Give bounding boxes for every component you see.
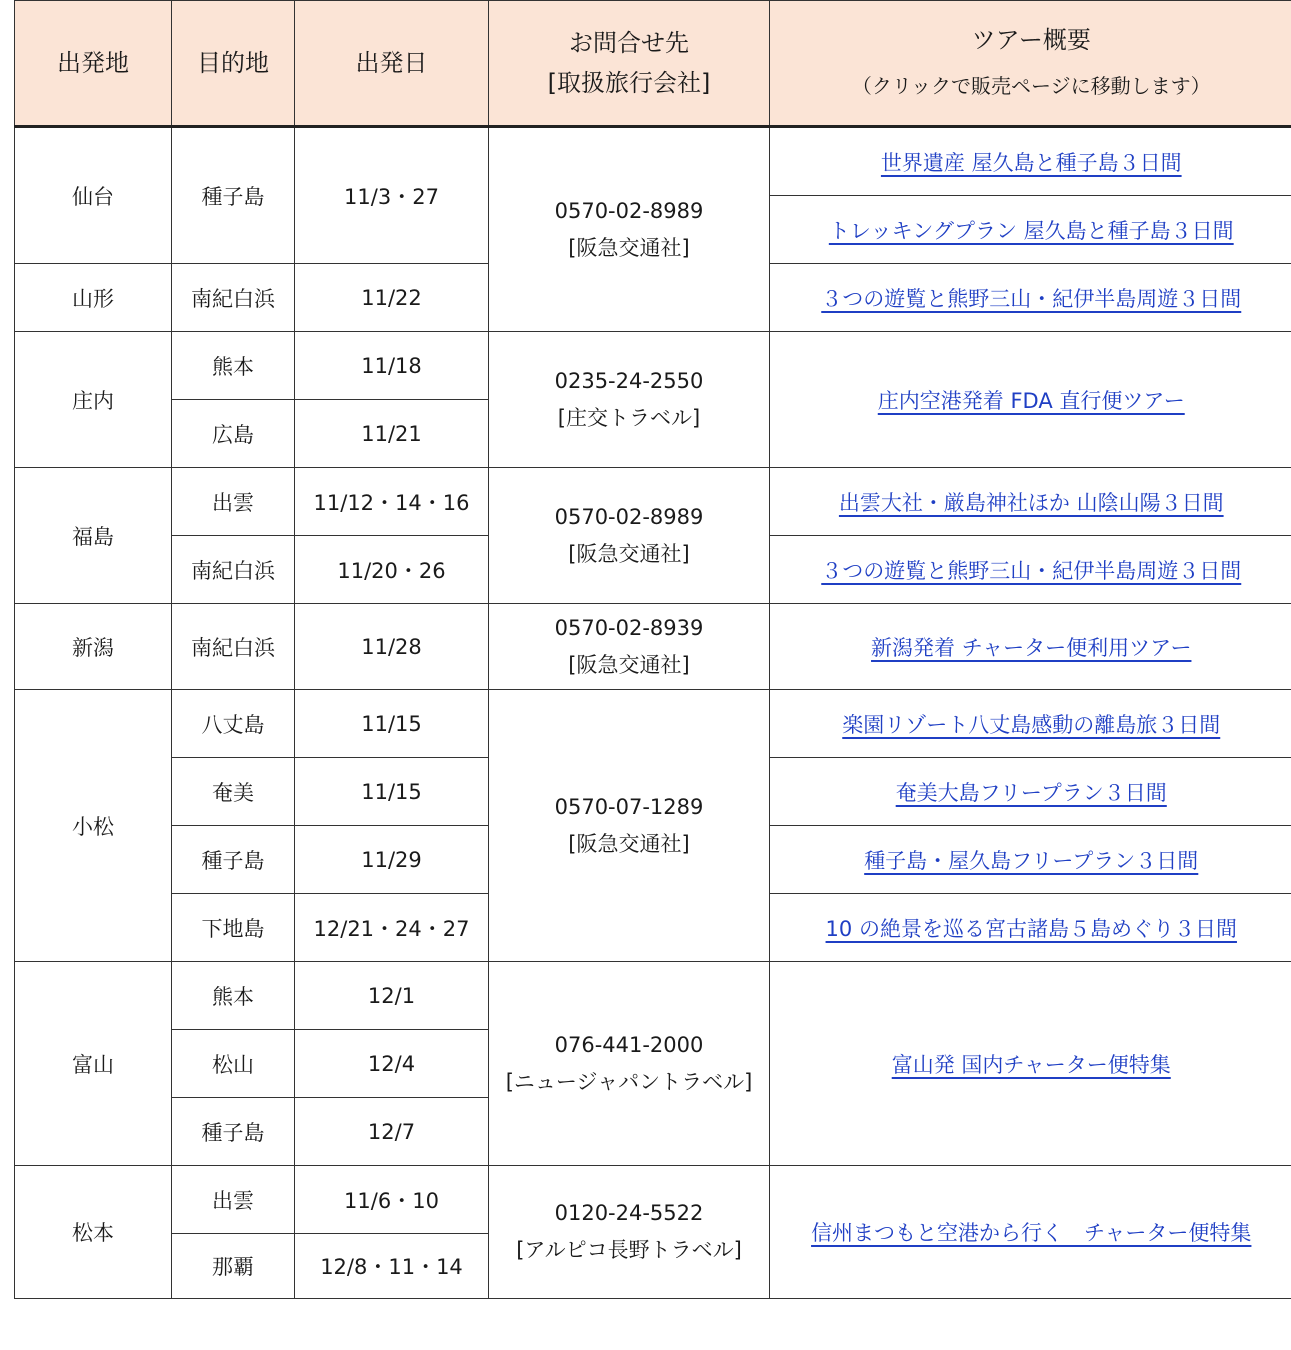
destination-cell: 那覇: [172, 1234, 295, 1299]
date-cell: 12/4: [295, 1030, 489, 1098]
contact-agency: [阪急交通社]: [568, 652, 690, 677]
destination-cell: 奄美: [172, 758, 295, 826]
contact-cell: [489, 962, 770, 1166]
contact-agency: [ニュージャパントラベル]: [505, 1069, 753, 1094]
tour-link[interactable]: 奄美大島フリープラン３日間: [895, 780, 1167, 805]
table-row: [15, 127, 1291, 196]
date-cell: 11/15: [295, 758, 489, 826]
contact-phone: 0570-07-1289: [554, 794, 704, 819]
date-cell: 12/1: [295, 962, 489, 1030]
origin-cell: 山形: [15, 264, 172, 332]
tour-cell: [770, 264, 1291, 332]
tour-cell: [770, 604, 1291, 690]
contact-cell: [489, 332, 770, 468]
destination-cell: 種子島: [172, 127, 295, 264]
date-cell: 12/21・24・27: [295, 894, 489, 962]
tour-link[interactable]: 新潟発着 チャーター便利用ツアー: [871, 635, 1192, 660]
contact-phone: 076-441-2000: [554, 1032, 704, 1057]
tour-link[interactable]: 庄内空港発着 FDA 直行便ツアー: [877, 388, 1185, 413]
date-cell: 11/21: [295, 400, 489, 468]
tour-link[interactable]: 富山発 国内チャーター便特集: [891, 1052, 1171, 1077]
tour-cell: [770, 826, 1291, 894]
origin-cell: 松本: [15, 1166, 172, 1299]
contact-agency: [阪急交通社]: [568, 235, 690, 260]
tour-cell: [770, 196, 1291, 264]
table-row: [15, 1166, 1291, 1234]
destination-cell: 下地島: [172, 894, 295, 962]
date-cell: 12/7: [295, 1098, 489, 1166]
origin-cell: 新潟: [15, 604, 172, 690]
origin-cell: 富山: [15, 962, 172, 1166]
tour-cell: [770, 468, 1291, 536]
header-destination: 目的地: [172, 1, 295, 127]
destination-cell: 出雲: [172, 1166, 295, 1234]
tour-link[interactable]: 世界遺産 屋久島と種子島３日間: [880, 150, 1182, 175]
contact-phone: 0570-02-8989: [554, 504, 704, 529]
contact-agency: [阪急交通社]: [568, 541, 690, 566]
tour-link[interactable]: ３つの遊覧と熊野三山・紀伊半島周遊３日間: [821, 558, 1242, 583]
destination-cell: 南紀白浜: [172, 604, 295, 690]
destination-cell: 熊本: [172, 962, 295, 1030]
tour-cell: [770, 332, 1291, 468]
table-row: [15, 604, 1291, 690]
contact-agency: [阪急交通社]: [568, 831, 690, 856]
contact-phone: 0120-24-5522: [554, 1201, 704, 1225]
date-cell: 12/8・11・14: [295, 1234, 489, 1299]
origin-cell: 仙台: [15, 127, 172, 264]
contact-cell: [489, 468, 770, 604]
date-cell: 11/3・27: [295, 127, 489, 264]
destination-cell: 南紀白浜: [172, 264, 295, 332]
header-departure-date: 出発日: [295, 1, 489, 127]
tour-cell: [770, 536, 1291, 604]
destination-cell: 出雲: [172, 468, 295, 536]
table-row: [15, 332, 1291, 400]
contact-cell: [489, 604, 770, 690]
destination-cell: 熊本: [172, 332, 295, 400]
tour-cell: [770, 690, 1291, 758]
origin-cell: 庄内: [15, 332, 172, 468]
tour-link[interactable]: トレッキングプラン 屋久島と種子島３日間: [828, 218, 1234, 243]
destination-cell: 八丈島: [172, 690, 295, 758]
date-cell: 11/22: [295, 264, 489, 332]
header-origin: 出発地: [15, 1, 172, 127]
tour-link[interactable]: 10 の絶景を巡る宮古諸島５島めぐり３日間: [825, 916, 1237, 941]
tour-cell: [770, 758, 1291, 826]
header-agency-label: [取扱旅行会社]: [547, 69, 711, 97]
date-cell: 11/15: [295, 690, 489, 758]
date-cell: 11/20・26: [295, 536, 489, 604]
contact-phone: 0570-02-8939: [554, 615, 704, 640]
header-contact-label: お問合せ先: [569, 29, 689, 57]
table-row: [15, 468, 1291, 536]
tour-cell: [770, 127, 1291, 196]
header-row: [15, 1, 1291, 127]
destination-cell: 種子島: [172, 826, 295, 894]
date-cell: 11/28: [295, 604, 489, 690]
header-tour: [770, 1, 1291, 127]
tour-link[interactable]: 楽園リゾート八丈島感動の離島旅３日間: [842, 712, 1221, 737]
contact-cell: [489, 690, 770, 962]
header-tour-label: ツアー概要: [971, 26, 1091, 54]
tour-link[interactable]: 種子島・屋久島フリープラン３日間: [864, 848, 1199, 873]
date-cell: 11/29: [295, 826, 489, 894]
tour-link[interactable]: ３つの遊覧と熊野三山・紀伊半島周遊３日間: [821, 286, 1242, 311]
contact-phone: 0570-02-8989: [554, 198, 704, 223]
origin-cell: 小松: [15, 690, 172, 962]
tour-link[interactable]: 出雲大社・厳島神社ほか 山陰山陽３日間: [838, 490, 1224, 515]
tour-cell: [770, 1166, 1291, 1299]
date-cell: 11/6・10: [295, 1166, 489, 1234]
header-tour-note: （クリックで販売ページに移動します）: [851, 74, 1211, 98]
header-contact: [489, 1, 770, 127]
contact-phone: 0235-24-2550: [554, 368, 704, 393]
contact-cell: [489, 1166, 770, 1299]
tour-cell: [770, 962, 1291, 1166]
table-row: [15, 962, 1291, 1030]
contact-cell: [489, 127, 770, 332]
origin-cell: 福島: [15, 468, 172, 604]
destination-cell: 松山: [172, 1030, 295, 1098]
contact-agency: [庄交トラベル]: [557, 405, 701, 430]
tour-schedule-table: [14, 0, 1291, 1299]
contact-agency: [アルピコ長野トラベル]: [516, 1238, 742, 1262]
destination-cell: 南紀白浜: [172, 536, 295, 604]
tour-cell: [770, 894, 1291, 962]
destination-cell: 種子島: [172, 1098, 295, 1166]
destination-cell: 広島: [172, 400, 295, 468]
date-cell: 11/12・14・16: [295, 468, 489, 536]
table-row: [15, 690, 1291, 758]
tour-link[interactable]: 信州まつもと空港から行く チャーター便特集: [811, 1221, 1252, 1245]
date-cell: 11/18: [295, 332, 489, 400]
